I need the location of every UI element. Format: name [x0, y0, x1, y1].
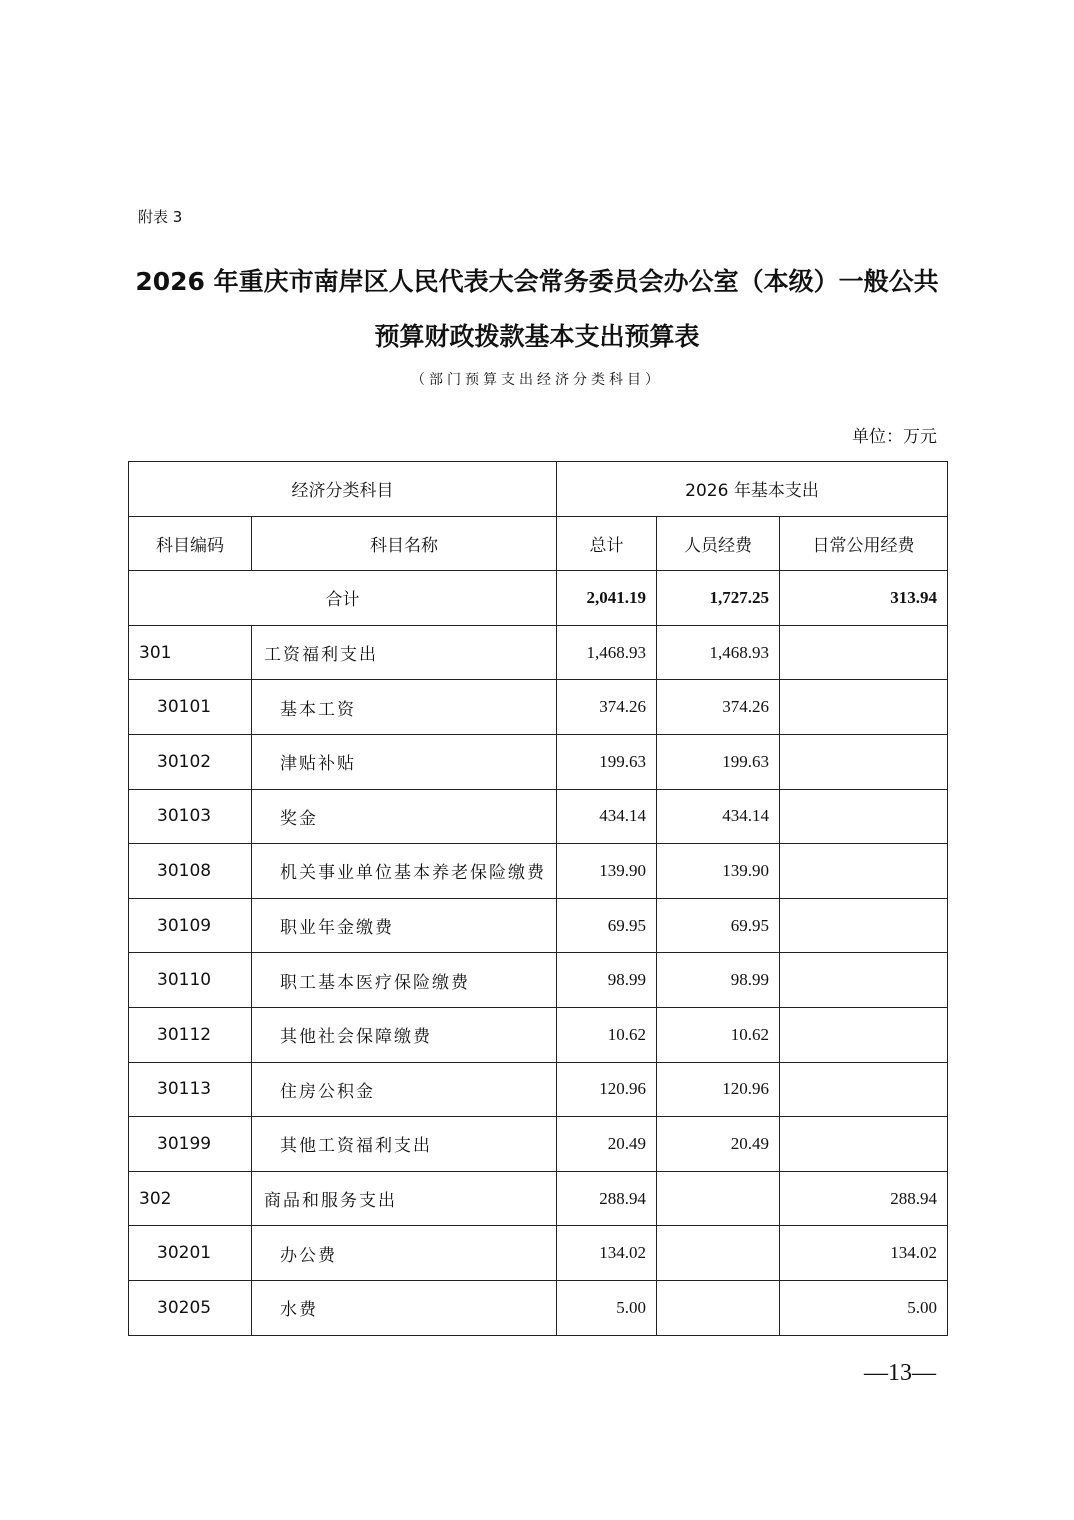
row-public — [780, 734, 948, 789]
row-public — [780, 1062, 948, 1117]
col-header-personnel: 人员经费 — [657, 516, 780, 571]
table-row — [129, 625, 948, 680]
row-public — [780, 844, 948, 899]
row-public — [780, 1007, 948, 1062]
page-subtitle: （部门预算支出经济分类科目） — [411, 372, 663, 388]
row-personnel: 434.14 — [657, 789, 780, 844]
row-code: 30201 — [129, 1226, 252, 1281]
row-name: 奖金 — [252, 789, 557, 844]
row-code: 30205 — [129, 1280, 252, 1335]
budget-table — [128, 461, 948, 1336]
row-public — [780, 898, 948, 953]
table-row — [129, 789, 948, 844]
total-public: 313.94 — [780, 571, 948, 626]
row-name: 住房公积金 — [252, 1062, 557, 1117]
table-row — [129, 734, 948, 789]
row-personnel: 199.63 — [657, 734, 780, 789]
row-code: 30110 — [129, 953, 252, 1008]
row-total: 1,468.93 — [557, 625, 657, 680]
table-row — [129, 1117, 948, 1172]
row-total: 374.26 — [557, 680, 657, 735]
table-row — [129, 1226, 948, 1281]
row-public — [780, 953, 948, 1008]
row-code: 30101 — [129, 680, 252, 735]
row-name: 水费 — [252, 1280, 557, 1335]
row-name: 办公费 — [252, 1226, 557, 1281]
row-total: 10.62 — [557, 1007, 657, 1062]
row-name: 工资福利支出 — [252, 625, 557, 680]
col-header-name: 科目名称 — [252, 516, 557, 571]
row-name: 其他工资福利支出 — [252, 1117, 557, 1172]
total-sum: 2,041.19 — [557, 571, 657, 626]
page-title-line2: 预算财政拨款基本支出预算表 — [374, 322, 700, 351]
row-total: 120.96 — [557, 1062, 657, 1117]
col-header-public: 日常公用经费 — [780, 516, 948, 571]
total-personnel: 1,727.25 — [657, 571, 780, 626]
row-name: 津贴补贴 — [252, 734, 557, 789]
row-name: 基本工资 — [252, 680, 557, 735]
row-code: 301 — [129, 625, 252, 680]
unit-label: 单位：万元 — [852, 427, 937, 447]
row-name: 机关事业单位基本养老保险缴费 — [252, 844, 557, 899]
table-row — [129, 1171, 948, 1226]
page-title-line1: 2026 年重庆市南岸区人民代表大会常务委员会办公室（本级）一般公共 — [135, 267, 939, 296]
row-name: 职工基本医疗保险缴费 — [252, 953, 557, 1008]
row-public: 288.94 — [780, 1171, 948, 1226]
row-total: 134.02 — [557, 1226, 657, 1281]
total-label: 合计 — [129, 571, 557, 626]
row-name: 商品和服务支出 — [252, 1171, 557, 1226]
col-header-total: 总计 — [557, 516, 657, 571]
row-public — [780, 789, 948, 844]
row-code: 30109 — [129, 898, 252, 953]
row-personnel: 1,468.93 — [657, 625, 780, 680]
table-row — [129, 1007, 948, 1062]
row-personnel: 374.26 — [657, 680, 780, 735]
row-code: 30103 — [129, 789, 252, 844]
row-code: 30102 — [129, 734, 252, 789]
column-header-row — [129, 516, 948, 571]
row-personnel — [657, 1171, 780, 1226]
row-personnel: 69.95 — [657, 898, 780, 953]
row-code: 30199 — [129, 1117, 252, 1172]
row-code: 30112 — [129, 1007, 252, 1062]
row-total: 98.99 — [557, 953, 657, 1008]
row-personnel: 139.90 — [657, 844, 780, 899]
table-row — [129, 953, 948, 1008]
row-total: 139.90 — [557, 844, 657, 899]
row-public: 5.00 — [780, 1280, 948, 1335]
group-header-year: 2026 年基本支出 — [557, 462, 948, 517]
row-personnel: 10.62 — [657, 1007, 780, 1062]
row-code: 30113 — [129, 1062, 252, 1117]
row-public — [780, 1117, 948, 1172]
row-name: 职业年金缴费 — [252, 898, 557, 953]
row-total: 69.95 — [557, 898, 657, 953]
table-row — [129, 844, 948, 899]
row-personnel — [657, 1280, 780, 1335]
table-row — [129, 1062, 948, 1117]
row-personnel: 20.49 — [657, 1117, 780, 1172]
row-code: 30108 — [129, 844, 252, 899]
row-total: 288.94 — [557, 1171, 657, 1226]
row-personnel: 120.96 — [657, 1062, 780, 1117]
row-total: 20.49 — [557, 1117, 657, 1172]
row-public: 134.02 — [780, 1226, 948, 1281]
row-total: 199.63 — [557, 734, 657, 789]
group-header-econ: 经济分类科目 — [129, 462, 557, 517]
page-number: —13— — [864, 1360, 936, 1386]
table-row — [129, 680, 948, 735]
row-public — [780, 625, 948, 680]
row-code: 302 — [129, 1171, 252, 1226]
row-public — [780, 680, 948, 735]
table-row — [129, 1280, 948, 1335]
table-row — [129, 898, 948, 953]
total-row — [129, 571, 948, 626]
row-personnel — [657, 1226, 780, 1281]
col-header-code: 科目编码 — [129, 516, 252, 571]
row-personnel: 98.99 — [657, 953, 780, 1008]
row-total: 5.00 — [557, 1280, 657, 1335]
annex-label: 附表 3 — [138, 208, 183, 226]
row-name: 其他社会保障缴费 — [252, 1007, 557, 1062]
group-header-row — [129, 462, 948, 517]
row-total: 434.14 — [557, 789, 657, 844]
